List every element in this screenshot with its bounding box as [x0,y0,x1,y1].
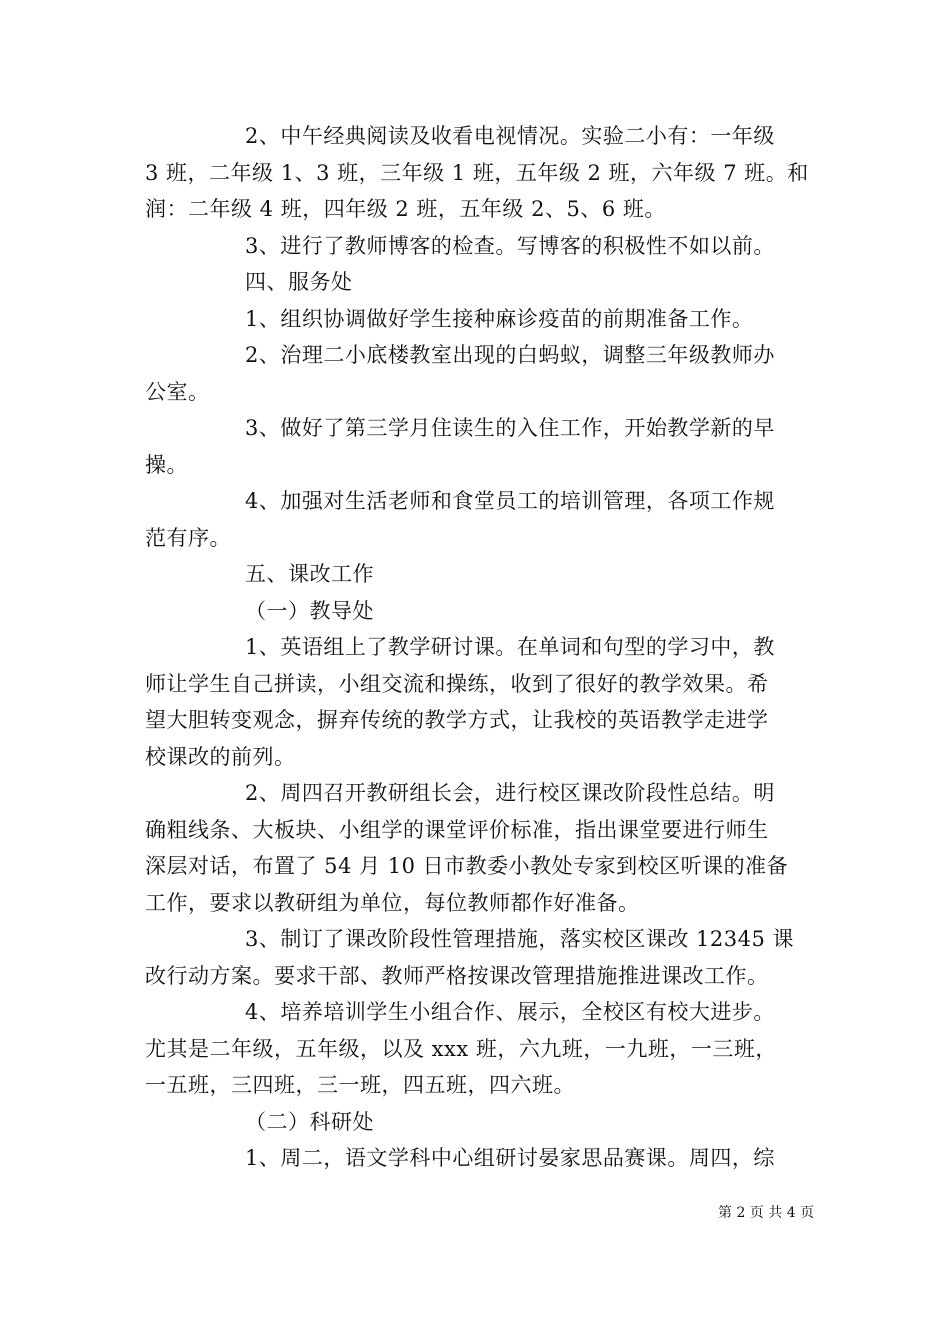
paragraph-line: 1、周二，语文学科中心组研讨晏家思品赛课。周四，综 [245,1146,775,1170]
paragraph-line: 改行动方案。要求干部、教师严格按课改管理措施推进课改工作。 [145,963,769,988]
subsection-heading: （一）教导处 [245,598,374,623]
paragraph-line: 4、培养培训学生小组合作、展示，全校区有校大进步。 [245,1000,775,1024]
paragraph-line: 操。 [145,452,188,477]
paragraph-line: 3、制订了课改阶段性管理措施，落实校区课改 12345 课 [245,927,795,951]
paragraph-line: 3 班，二年级 1、3 班，三年级 1 班，五年级 2 班，六年级 7 班。和 [145,160,809,185]
section-heading: 五、课改工作 [245,562,374,586]
paragraph-line: 2、治理二小底楼教室出现的白蚂蚁，调整三年级教师办 [245,343,775,367]
paragraph-line: 3、进行了教师博客的检查。写博客的积极性不如以前。 [245,233,775,258]
paragraph-line: 3、做好了第三学月住读生的入住工作，开始教学新的早 [245,416,775,440]
paragraph-line: 4、加强对生活老师和食堂员工的培训管理，各项工作规 [245,489,775,513]
paragraph-line: 1、组织协调做好学生接种麻诊疫苗的前期准备工作。 [245,306,754,331]
subsection-heading: （二）科研处 [245,1109,374,1134]
paragraph-line: 望大胆转变观念，摒弃传统的教学方式，让我校的英语教学走进学 [145,708,769,732]
paragraph-line: 1、英语组上了教学研讨课。在单词和句型的学习中，教 [245,635,775,659]
paragraph-line: 尤其是二年级，五年级，以及 xxx 班，六九班，一九班，一三班， [145,1036,777,1061]
page-number: 第 2 页 共 4 页 [718,1205,815,1221]
paragraph-line: 校课改的前列。 [145,744,296,769]
paragraph-line: 范有序。 [145,525,231,550]
paragraph-line: 2、周四召开教研组长会，进行校区课改阶段性总结。明 [245,781,775,805]
paragraph-line: 确粗线条、大板块、小组学的课堂评价标准，指出课堂要进行师生 [145,817,769,842]
paragraph-line: 2、中午经典阅读及收看电视情况。实验二小有：一年级 [245,124,775,148]
document-body [145,118,809,1177]
paragraph-line: 师让学生自己拼读，小组交流和操练，收到了很好的教学效果。希 [145,671,769,696]
paragraph-line: 一五班，三四班，三一班，四五班，四六班。 [145,1073,575,1097]
paragraph-line: 公室。 [145,379,210,404]
paragraph-line: 润：二年级 4 班，四年级 2 班，五年级 2、5、6 班。 [145,197,666,221]
paragraph-line: 深层对话，布置了 54 月 10 日市教委小教处专家到校区听课的准备 [145,854,789,878]
paragraph-line: 工作，要求以教研组为单位，每位教师都作好准备。 [145,890,640,915]
section-heading: 四、服务处 [245,270,353,294]
